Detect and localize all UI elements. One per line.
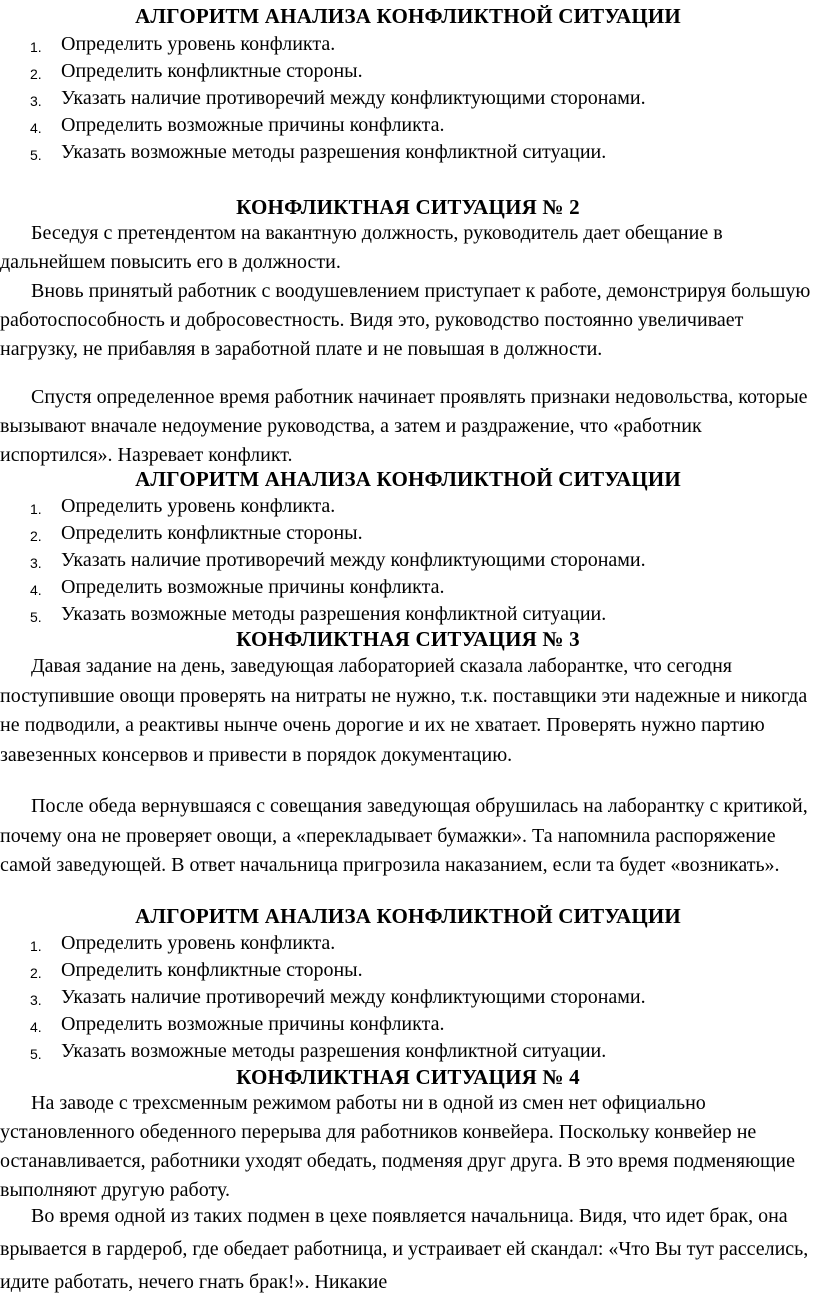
situation-4-paragraph-1: На заводе с трехсменным режимом работы ни в одной из смен нет официально установленного обеденного перерыва для работников конвейера. Поскольку конвейер не останавливается, работники уходят обедать, подменяя друг друга. В это время подменяющие выполняют другую работу. — [0, 1092, 796, 1201]
algorithm-heading: АЛГОРИТМ АНАЛИЗА КОНФЛИКТНОЙ СИТУАЦИИ — [135, 4, 681, 28]
situation-3-heading: КОНФЛИКТНАЯ СИТУАЦИЯ № 3 — [236, 627, 580, 651]
situation-2-heading: КОНФЛИКТНАЯ СИТУАЦИЯ № 2 — [236, 195, 580, 219]
situation-4-heading: КОНФЛИКТНАЯ СИТУАЦИЯ № 4 — [236, 1065, 580, 1089]
situation-2-paragraph-3: Спустя определенное время работник начинает проявлять признаки недовольства, которые вызывают вначале недоумение руководства, а затем и раздражение, что «работник испортился». Назревает конфликт. — [0, 386, 808, 466]
algorithm-heading: АЛГОРИТМ АНАЛИЗА КОНФЛИКТНОЙ СИТУАЦИИ — [135, 904, 681, 928]
situation-4-paragraph-2: Во время одной из таких подмен в цехе появляется начальница. Видя, что идет брак, она врывается в гардероб, где обедает работница, и устраивает ей скандал: «Что Вы тут расселись, идите работать, нечего гнать брак!». Никакие — [0, 1205, 809, 1293]
algorithm-heading: АЛГОРИТМ АНАЛИЗА КОНФЛИКТНОЙ СИТУАЦИИ — [135, 467, 681, 491]
situation-2-paragraph-1: Беседуя с претендентом на вакантную должность, руководитель дает обещание в дальнейшем повысить его в должности. — [0, 222, 723, 273]
situation-2-paragraph-2: Вновь принятый работник с воодушевлением приступает к работе, демонстрируя большую работоспособность и добросовестность. Видя это, руководство постоянно увеличивает нагрузку, не прибавляя в заработной плате и не повышая в должности. — [0, 280, 811, 360]
situation-3-paragraph-1: Давая задание на день, заведующая лабораторией сказала лаборантке, что сегодня поступившие овощи проверять на нитраты не нужно, т.к. поставщики эти надежные и никогда не подводили, а реактивы нынче очень дорогие и их не хватает. Проверять нужно партию завезенных консервов и привести в порядок документацию. — [0, 655, 808, 766]
situation-3-paragraph-2: После обеда вернувшаяся с совещания заведующая обрушилась на лаборантку с критикой, почему она не проверяет овощи, а «перекладывает бумажки». Та напомнила распоряжение самой заведующей. В ответ начальница пригрозила наказанием, если та будет «возникать». — [0, 795, 808, 877]
